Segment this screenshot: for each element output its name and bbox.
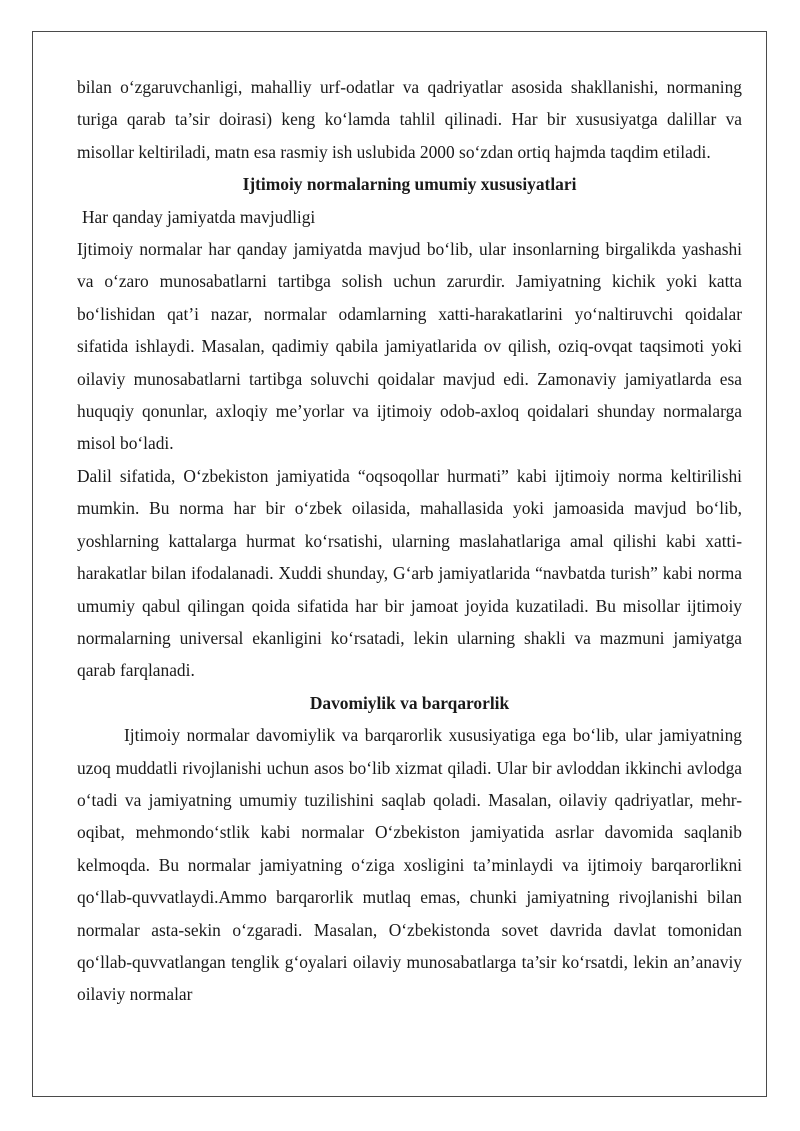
section-heading-continuity: Davomiylik va barqarorlik bbox=[309, 692, 510, 713]
paragraph-4: Ijtimoiy normalar davomiylik va barqarorlik xususiyatiga ega bo‘lib, ular jamiyatning uzoq muddatli rivojlanishi uchun asos bo‘lib xizmat qiladi. Ular bir avloddan ikkinchi avlodga o‘tadi va jamiyatning umumiy tuzilishini saqlab qoladi. Masalan, oilaviy qadriyatlar, mehr-oqibat, mehmondo‘stlik kabi normalar O‘zbekiston jamiyatida asrlar davomida saqlanib kelmoqda. Bu normalar jamiyatning o‘ziga xosligini ta’minlaydi va ijtimoiy barqarorlikni qo‘llab-quvvatlaydi.Ammo barqarorlik mutlaq emas, chunki jamiyatning rivojlanishi bilan normalar asta-sekin o‘zgaradi. Masalan, O‘zbekistonda sovet davrida davlat tomonidan qo‘llab-quvvatlangan tenglik g‘oyalari oilaviy munosabatlarga ta’sir ko‘rsatdi, lekin an’anaviy oilaviy normalar bbox=[77, 725, 742, 1005]
document-body bbox=[77, 71, 742, 1011]
paragraph-2: Ijtimoiy normalar har qanday jamiyatda mavjud bo‘lib, ular insonlarning birgalikda yashashi va o‘zaro munosabatlarni tartibga solish uchun zarurdir. Jamiyatning kichik yoki katta bo‘lishidan qat’i nazar, normalar odamlarning xatti-harakatlarini yo‘naltiruvchi qoidalar sifatida ishlaydi. Masalan, qadimiy qabila jamiyatlarida ov qilish, oziq-ovqat taqsimoti yoki oilaviy munosabatlarni tartibga soluvchi qoidalar mavjud edi. Zamonaviy jamiyatlarda esa huquqiy qonunlar, axloqiy me’yorlar va ijtimoiy odob-axloq qoidalari shunday normalarga misol bo‘ladi. bbox=[77, 239, 742, 454]
paragraph-3: Dalil sifatida, O‘zbekiston jamiyatida “oqsoqollar hurmati” kabi ijtimoiy norma keltirilishi mumkin. Bu norma har bir o‘zbek oilasida, mahallasida yoki jamoasida mavjud bo‘lib, yoshlarning kattalarga hurmat ko‘rsatishi, ularning maslahatlariga amal qilishi kabi xatti-harakatlar bilan ifodalanadi. Xuddi shunday, G‘arb jamiyatlarida “navbatda turish” kabi norma umumiy qabul qilingan qoida sifatida har bir jamoat joyida kuzatiladi. Bu misollar ijtimoiy normalarning universal ekanligini ko‘rsatadi, lekin ularning shakli va mazmuni jamiyatga qarab farqlanadi. bbox=[77, 465, 742, 681]
subheading-existence: Har qanday jamiyatda mavjudligi bbox=[82, 206, 316, 227]
section-heading-general-features: Ijtimoiy normalarning umumiy xususiyatlari bbox=[242, 174, 577, 195]
paragraph-1: bilan o‘zgaruvchanligi, mahalliy urf-odatlar va qadriyatlar asosida shakllanishi, normaning turiga qarab ta’sir doirasi) keng ko‘lamda tahlil qilinadi. Har bir xususiyatga dalillar va misollar keltiriladi, matn esa rasmiy ish uslubida 2000 so‘zdan ortiq hajmda taqdim etiladi. bbox=[77, 77, 742, 162]
